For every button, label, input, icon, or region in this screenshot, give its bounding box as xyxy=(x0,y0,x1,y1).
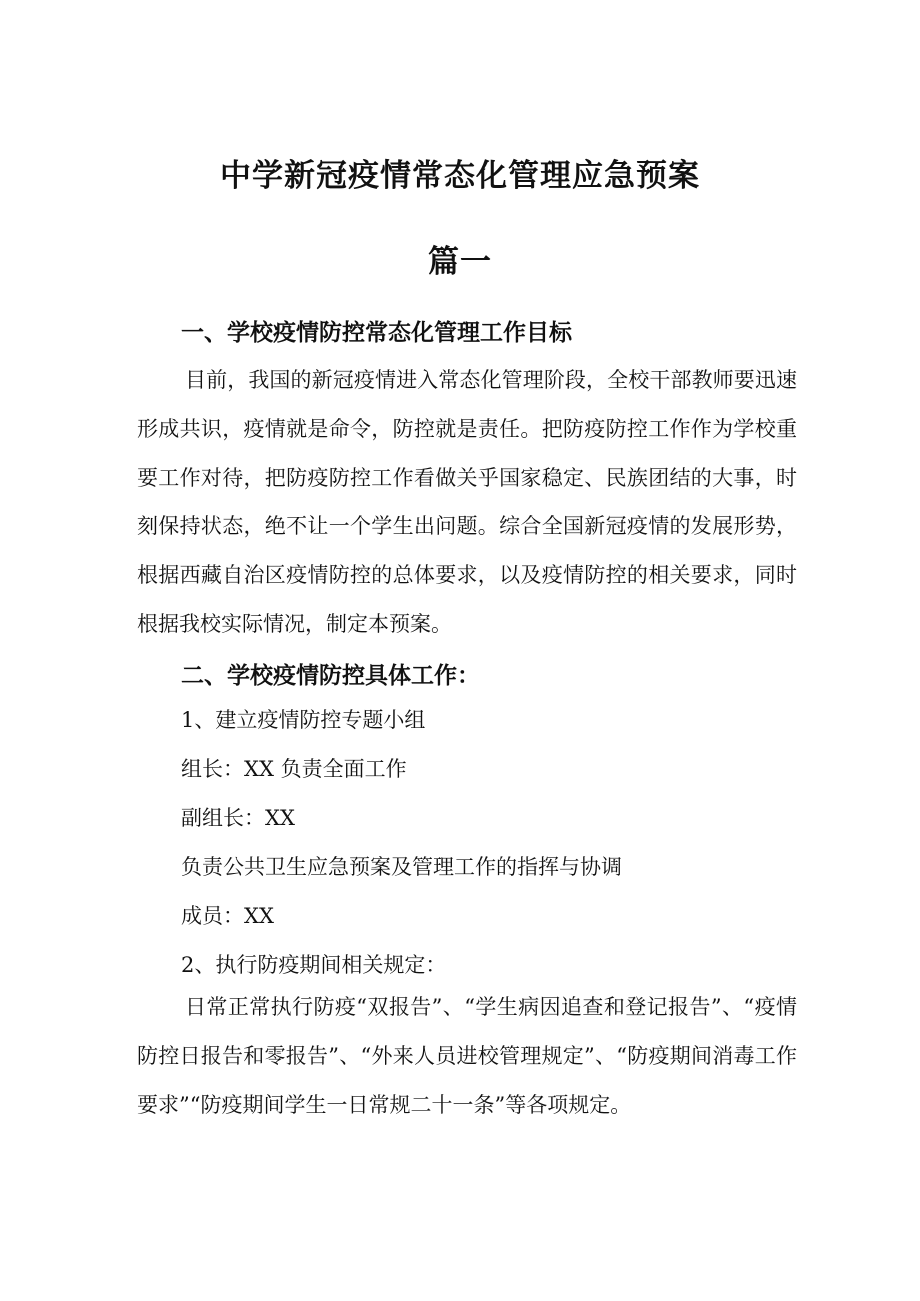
document-title: 中学新冠疫情常态化管理应急预案 xyxy=(220,158,700,194)
section-heading-goals: 一、学校疫情防控常态化管理工作目标 xyxy=(181,320,572,346)
members-line: 成员：XX xyxy=(181,904,274,928)
item-task-group-title: 1、建立疫情防控专题小组 xyxy=(181,708,426,732)
deputy-leader-line: 副组长：XX xyxy=(181,806,295,830)
regulations-paragraph: 日常正常执行防疫“双报告”、“学生病因追查和登记报告”、“疫情防控日报告和零报告”、“外来人员进校管理规定”、“防疫期间消毒工作要求”“防疫期间学生一日常规二十一条”等各项规定。 xyxy=(137,995,797,1117)
deputy-duty-line: 负责公共卫生应急预案及管理工作的指挥与协调 xyxy=(181,855,622,879)
section-goals-paragraph: 目前，我国的新冠疫情进入常态化管理阶段，全校干部教师要迅速形成共识，疫情就是命令，防控就是责任。把防疫防控工作作为学校重要工作对待，把防疫防控工作看做关乎国家稳定、民族团结的大事，时刻保持状态，绝不让一个学生出问题。综合全国新冠疫情的发展形势，根据西藏自治区疫情防控的总体要求，以及疫情防控的相关要求，同时根据我校实际情况，制定本预案。 xyxy=(137,368,797,636)
document-subtitle: 篇一 xyxy=(428,244,492,280)
group-leader-line: 组长：XX 负责全面工作 xyxy=(181,757,407,781)
section-heading-tasks: 二、学校疫情防控具体工作： xyxy=(181,663,480,689)
item-regulations-title: 2、执行防疫期间相关规定： xyxy=(181,953,447,977)
